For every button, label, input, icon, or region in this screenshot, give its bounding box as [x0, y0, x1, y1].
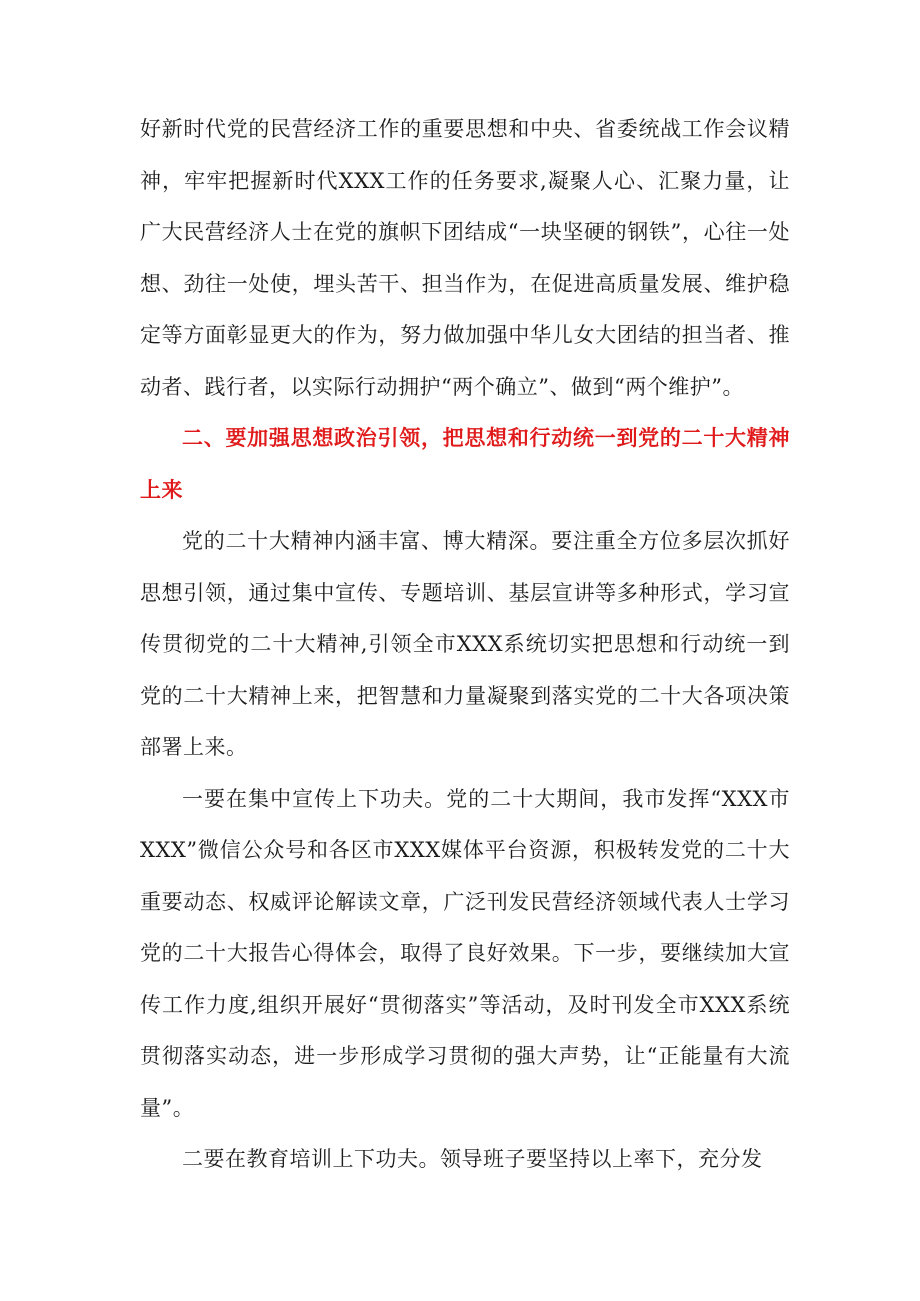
document-page — [140, 104, 790, 1186]
body-paragraph-3: 一要在集中宣传上下功夫。党的二十大期间，我市发挥“XXX市XXX”微信公众号和各区市XXX媒体平台资源，积极转发党的二十大重要动态、权威评论解读文章，广泛刊发民营经济领域代表人士学习党的二十大报告心得体会，取得了良好效果。下一步，要继续加大宣传工作力度,组织开展好“贯彻落实”等活动，及时刊发全市XXX系统贯彻落实动态，进一步形成学习贯彻的强大声势，让“正能量有大流量”。 — [140, 786, 790, 1120]
body-paragraph-1: 好新时代党的民营经济工作的重要思想和中央、省委统战工作会议精神，牢牢把握新时代XXX工作的任务要求,凝聚人心、汇聚力量，让广大民营经济人士在党的旗帜下团结成“一块坚硬的钢铁”，心往一处想、劲往一处使，埋头苦干、担当作为，在促进高质量发展、维护稳定等方面彰显更大的作为，努力做加强中华儿女大团结的担当者、推动者、践行者，以实际行动拥护“两个确立”、做到“两个维护”。 — [140, 117, 790, 399]
body-paragraph-2: 党的二十大精神内涵丰富、博大精深。要注重全方位多层次抓好思想引领，通过集中宣传、专题培训、基层宣讲等多种形式，学习宣传贯彻党的二十大精神,引领全市XXX系统切实把思想和行动统一到党的二十大精神上来，把智慧和力量凝聚到落实党的二十大各项决策部署上来。 — [140, 529, 790, 759]
body-paragraph-4: 二要在教育培训上下功夫。领导班子要坚持以上率下，充分发 — [182, 1147, 763, 1171]
section-heading-2: 二、要加强思想政治引领，把思想和行动统一到党的二十大精神上来 — [140, 426, 790, 502]
